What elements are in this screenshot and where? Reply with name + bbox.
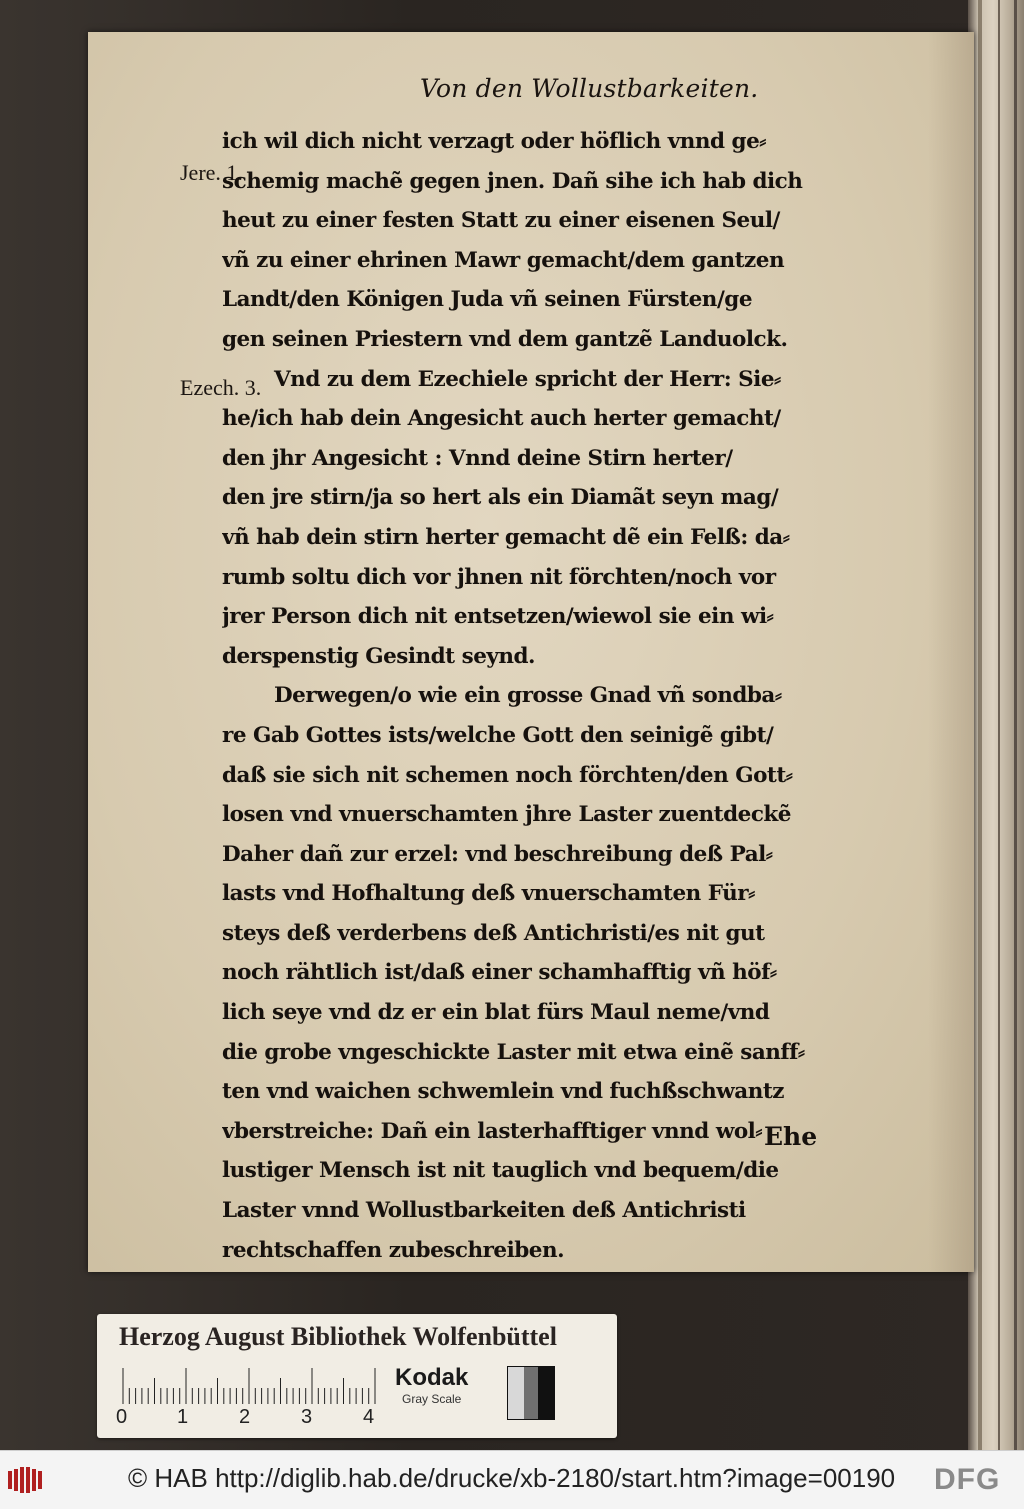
- text-line: derspenstig Gesindt seynd.: [222, 643, 536, 669]
- text-line: losen vnd vnuerschamten jhre Laster zuentdeckẽ: [222, 802, 791, 828]
- text-line: ten vnd waichen schwemlein vnd fuchßschwantz: [222, 1079, 785, 1105]
- page-gutter: [928, 32, 974, 1272]
- text-line: Derwegen/o wie ein grosse Gnad vñ sondba⸗: [274, 683, 782, 709]
- gray-scale-swatch: [507, 1366, 555, 1420]
- text-line: lasts vnd Hofhaltung deß vnuerschamten Für⸗: [222, 881, 755, 907]
- ruler-scale: [121, 1366, 383, 1406]
- text-line: rumb soltu dich vor jhnen nit förchten/noch vor: [222, 564, 776, 590]
- text-line: gen seinen Priestern vnd dem gantzẽ Landuolck.: [222, 326, 788, 352]
- text-line: he/ich hab dein Angesicht auch herter gemacht/: [222, 406, 781, 432]
- text-line: Daher dañ zur erzel: vnd beschreibung deß Pal⸗: [222, 841, 773, 867]
- text-line: vñ hab dein stirn herter gemacht dẽ ein Felß: da⸗: [222, 524, 790, 550]
- text-line: Landt/den Königen Juda vñ seinen Fürsten/ge: [222, 287, 753, 313]
- text-line: daß sie sich nit schemen noch förchten/den Gott⸗: [222, 762, 793, 788]
- text-line: Vnd zu dem Ezechiele spricht der Herr: Sie⸗: [274, 366, 781, 392]
- footer-copyright-link[interactable]: © HAB http://diglib.hab.de/drucke/xb-2180/start.htm?image=00190: [128, 1463, 896, 1493]
- ruler-label: 0: [116, 1406, 128, 1428]
- text-line: lich seye vnd dz er ein blat fürs Maul neme/vnd: [222, 1000, 770, 1026]
- text-line: Laster vnnd Wollustbarkeiten deß Antichristi: [222, 1198, 746, 1224]
- ruler-label: 4: [363, 1406, 375, 1428]
- color-card: [97, 1314, 617, 1438]
- text-line: den jhr Angesicht : Vnnd deine Stirn herter/: [222, 445, 733, 471]
- text-line: den jre stirn/ja so hert als ein Diamãt seyn mag/: [222, 485, 779, 511]
- dfg-logo: DFG: [934, 1463, 1001, 1496]
- text-line: re Gab Gottes ists/welche Gott den seinigẽ gibt/: [222, 722, 774, 748]
- text-line: lustiger Mensch ist nit tauglich vnd bequem/die: [222, 1158, 779, 1184]
- hab-logo-icon: [8, 1467, 46, 1493]
- ruler-label: 3: [301, 1406, 313, 1428]
- text-line: rechtschaffen zubeschreiben.: [222, 1237, 565, 1263]
- text-line: noch rähtlich ist/daß einer schamhafftig vñ höf⸗: [222, 960, 777, 986]
- catchword: Ehe: [764, 1122, 818, 1151]
- card-title: Herzog August Bibliothek Wolfenbüttel: [119, 1322, 557, 1351]
- book-edge: [968, 0, 1024, 1450]
- text-line: die grobe vngeschickte Laster mit etwa einẽ sanff⸗: [222, 1039, 805, 1065]
- ruler-label: 2: [239, 1406, 251, 1428]
- ruler-label: 1: [177, 1406, 189, 1428]
- footer-bar: [0, 1450, 1024, 1509]
- body-text: [222, 122, 852, 1270]
- text-line: jrer Person dich nit entsetzen/wiewol sie ein wi⸗: [222, 604, 774, 630]
- margin-note-ezech: Ezech. 3.: [180, 375, 262, 400]
- text-line: vñ zu einer ehrinen Mawr gemacht/dem gantzen: [222, 247, 785, 273]
- text-line: vberstreiche: Dañ ein lasterhafftiger vnnd wol⸗: [222, 1118, 762, 1144]
- text-line: ich wil dich nicht verzagt oder höflich vnnd ge⸗: [222, 129, 766, 154]
- kodak-subtitle: Gray Scale: [402, 1392, 462, 1406]
- margin-note-jere: Jere. 1.: [180, 160, 243, 185]
- running-head: Von den Wollustbarkeiten.: [420, 74, 759, 103]
- kodak-logo: Kodak: [395, 1364, 469, 1391]
- text-line: schemig machẽ gegen jnen. Dañ sihe ich hab dich: [222, 168, 803, 194]
- text-line: heut zu einer festen Statt zu einer eisenen Seul/: [222, 208, 780, 234]
- text-line: steys deß verderbens deß Antichristi/es nit gut: [222, 920, 765, 946]
